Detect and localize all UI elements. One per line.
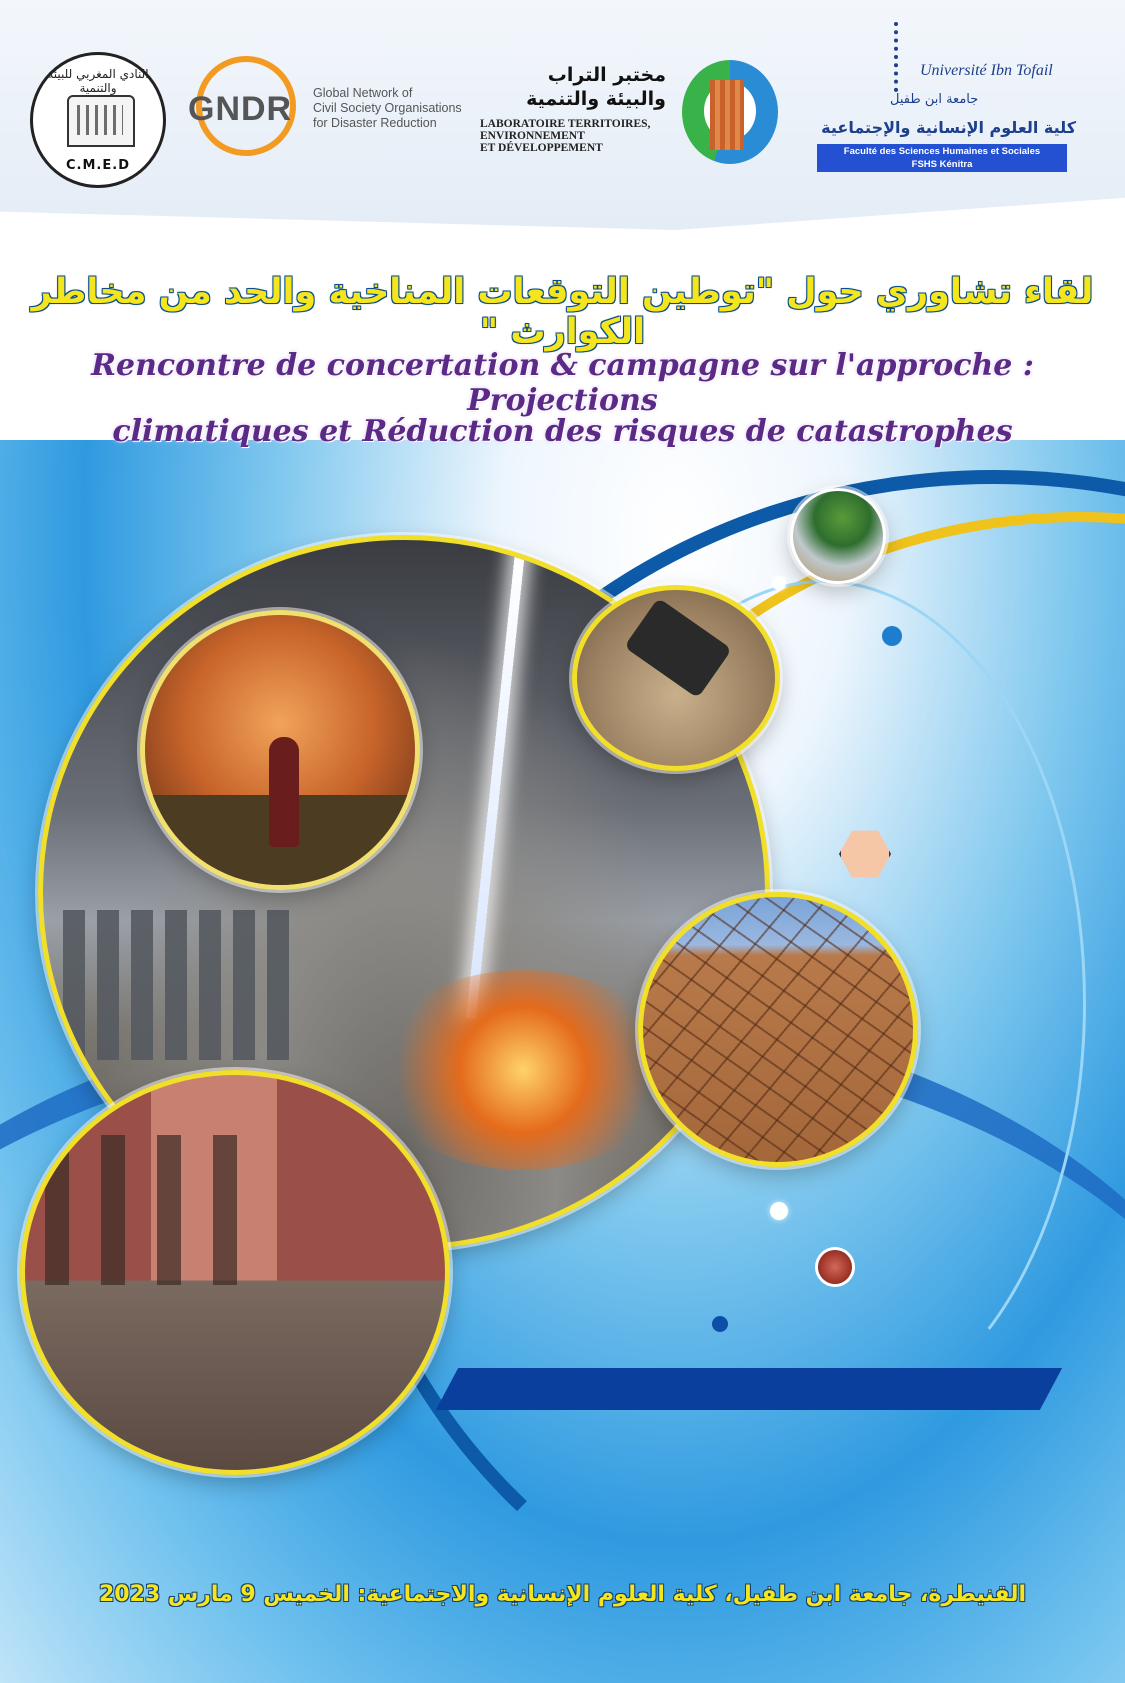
lab-fr-line: ET DÉVELOPPEMENT <box>480 142 603 154</box>
gndr-logo-text: GNDR <box>188 90 293 128</box>
tree-globe-photo <box>790 488 886 584</box>
city-skyline <box>63 910 293 1060</box>
dark-blue-bar <box>436 1368 1062 1410</box>
lab-french-name <box>480 118 680 154</box>
faculty-arabic-name: كلية العلوم الإنسانية والإجتماعية <box>821 118 1076 137</box>
person-figure <box>269 737 299 847</box>
lightning-bolt <box>466 541 526 1019</box>
virus-icon <box>818 1250 852 1284</box>
drought-photo <box>638 892 918 1167</box>
earthquake-rubble-photo <box>20 1070 450 1475</box>
header-band <box>0 0 1125 230</box>
faculty-fr-line: FSHS Kénitra <box>911 159 973 170</box>
cmed-emblem-icon <box>67 95 135 147</box>
flooded-car <box>624 598 732 699</box>
french-title-line2: climatiques et Réduction des risques de catastrophes <box>112 414 1013 449</box>
university-squiggle-icon <box>894 22 924 92</box>
ground-fire <box>373 970 673 1170</box>
french-title-line1: Rencontre de concertation & campagne sur l'approche : Projections <box>91 348 1034 418</box>
lab-fr-line: ENVIRONNEMENT <box>480 130 585 142</box>
cmed-ring-text: النادي المغربي للبيئة والتنمية <box>47 67 149 95</box>
orbit-dot <box>712 1316 728 1332</box>
building-windows <box>45 1135 245 1285</box>
gndr-desc-line: for Disaster Reduction <box>313 116 437 130</box>
arabic-title: لقاء تشاوري حول "توطين التوقعات المناخية والحد من مخاطر الكوارث " <box>31 272 1094 352</box>
lab-arabic-line2: والبيئة والتنمية <box>526 88 666 110</box>
location-date: القنيطرة، جامعة ابن طفيل، كلية العلوم الإنسانية والاجتماعية: الخميس 9 مارس 2023 <box>98 1582 1027 1607</box>
poster-artwork <box>0 440 1125 1683</box>
gndr-description <box>313 86 483 131</box>
cmed-acronym: C.M.E.D <box>66 158 130 173</box>
faculty-french-box <box>817 144 1067 172</box>
lab-fr-line: LABORATOIRE TERRITOIRES, <box>480 118 651 130</box>
university-logo-text: Université Ibn Tofail <box>920 62 1053 79</box>
orbit-dot <box>772 576 786 590</box>
wildfire-photo <box>140 610 420 890</box>
orbit-dot <box>882 626 902 646</box>
faculty-fr-line: Faculté des Sciences Humaines et Sociales <box>843 146 1041 157</box>
lab-arabic-line1: مختبر التراب <box>547 64 666 86</box>
gndr-desc-line: Global Network of <box>313 86 413 100</box>
university-arabic-name: جامعة ابن طفيل <box>890 92 979 107</box>
lab-building-icon <box>710 80 744 150</box>
orbit-dot <box>770 1202 788 1220</box>
flood-photo <box>572 585 780 771</box>
cmed-logo <box>30 52 166 188</box>
gndr-desc-line: Civil Society Organisations <box>313 101 462 115</box>
